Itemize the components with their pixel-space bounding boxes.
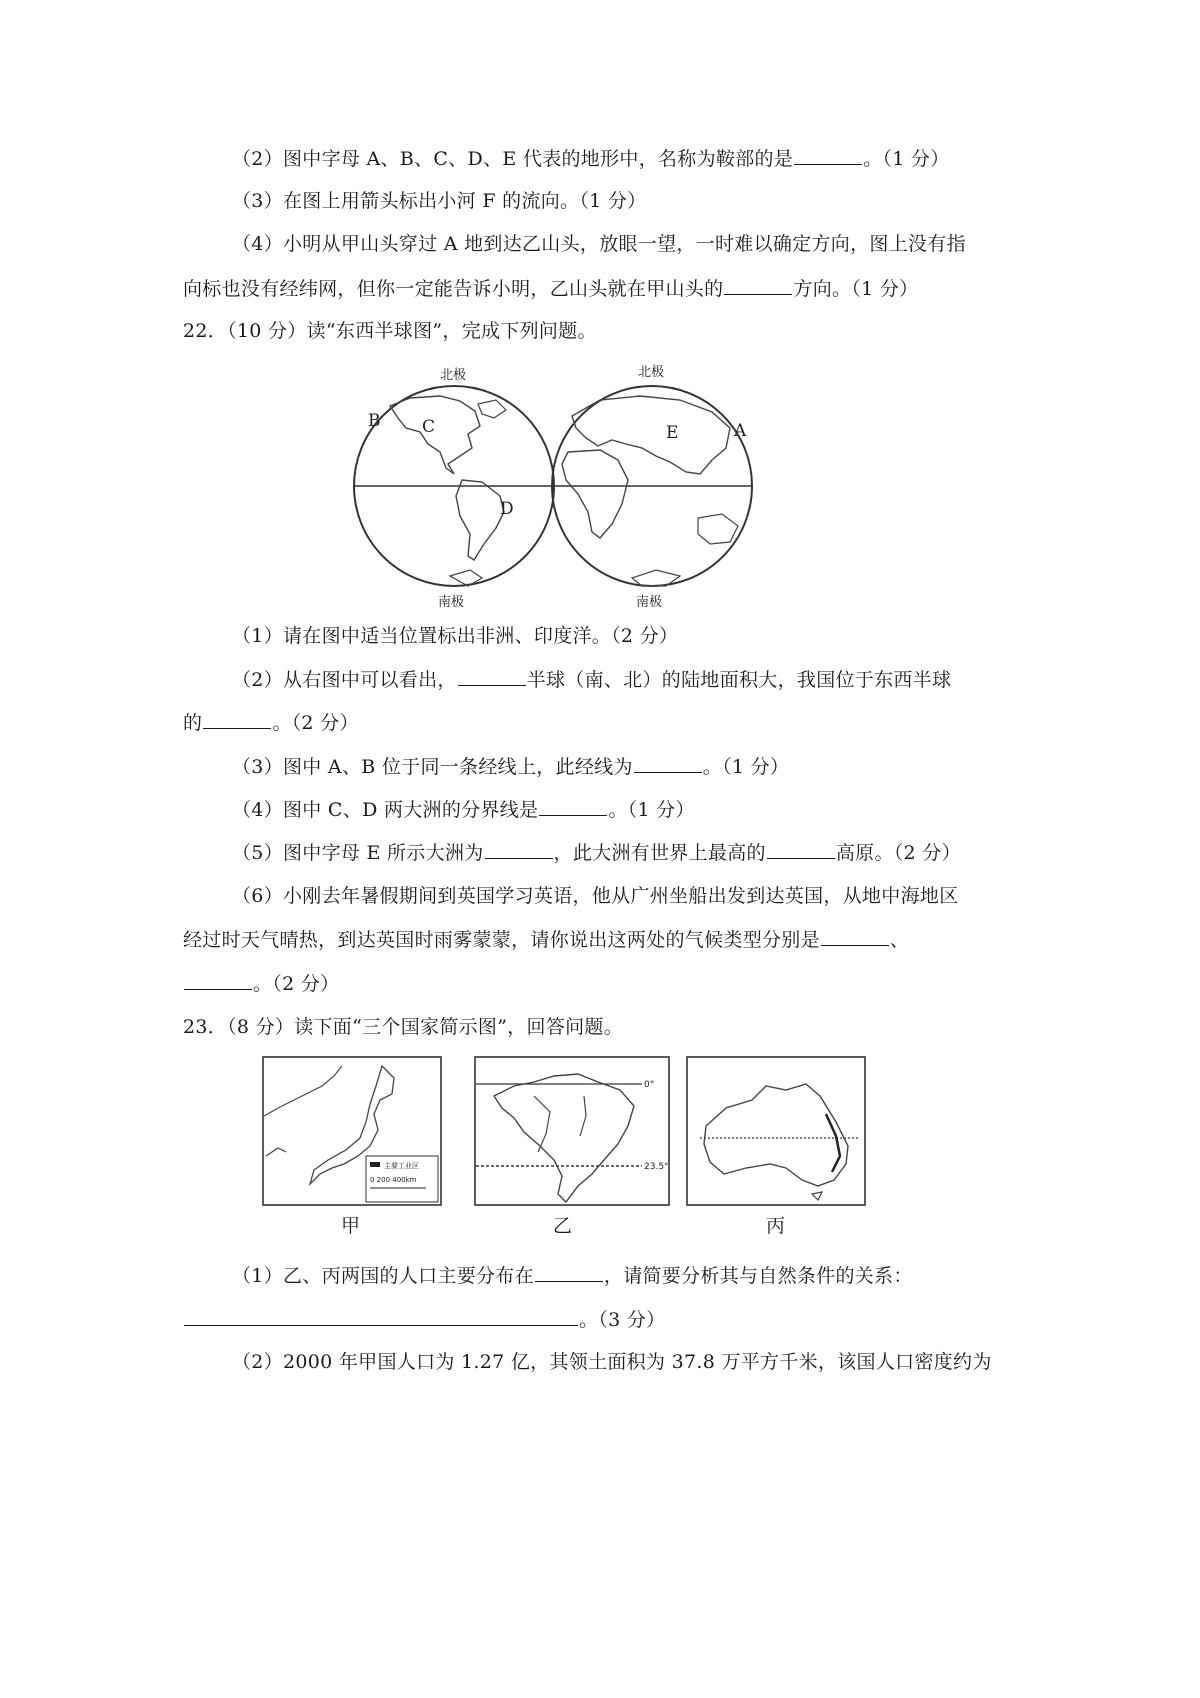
q22-part2-text-c: 的 [183, 712, 203, 734]
africa-outline [562, 450, 628, 538]
map-japan-svg [262, 1056, 442, 1206]
map-brazil-frame [475, 1057, 669, 1205]
map-brazil-svg [474, 1056, 670, 1206]
q21-part3: （3）在图上用箭头标出小河 F 的流向。（1 分） [232, 190, 647, 212]
q22-part2-text-b: 半球（南、北）的陆地面积大，我国位于东西半球 [526, 669, 952, 691]
industrial-zone-swatch [370, 1162, 380, 1167]
q21-part2 [232, 146, 950, 171]
tasmania-outline [812, 1192, 822, 1200]
australia-outline [704, 1084, 848, 1186]
equator-label: 0° [644, 1080, 655, 1090]
eurasia-outline [572, 396, 730, 474]
q22-part4 [232, 797, 695, 822]
q22-part4-text: （4）图中 C、D 两大洲的分界线是 [232, 799, 539, 821]
map-caption-yi: 乙 [553, 1215, 573, 1237]
answer-blank[interactable] [539, 797, 607, 816]
hemispheres-svg [350, 356, 760, 614]
answer-blank[interactable] [794, 146, 862, 165]
greenland-outline [478, 400, 506, 418]
answer-blank[interactable] [634, 754, 702, 773]
map-caption-bing: 丙 [766, 1215, 786, 1237]
mainland-coast [264, 1066, 342, 1116]
answer-blank[interactable] [458, 667, 526, 686]
q23-part1-text: （1）乙、丙两国的人口主要分布在 [232, 1265, 534, 1287]
answer-blank[interactable] [184, 1307, 578, 1326]
korea-coast [266, 1148, 286, 1156]
answer-blank[interactable] [821, 927, 889, 946]
answer-blank[interactable] [203, 710, 271, 729]
q22-title: 22．（10 分）读“东西半球图”，完成下列问题。 [183, 320, 597, 342]
q21-part4-text: 向标也没有经纬网，但你一定能告诉小明，乙山头就在甲山头的 [183, 278, 724, 300]
q22-part6-line2 [183, 927, 909, 952]
map-australia-frame [687, 1057, 865, 1205]
q21-part4-line2 [183, 276, 918, 301]
q22-part5-text: （5）图中字母 E 所示大洲为 [232, 842, 484, 864]
answer-blank[interactable] [184, 971, 252, 990]
map-letter-c: C [422, 417, 436, 437]
q22-part3 [232, 754, 789, 779]
answer-blank[interactable] [485, 840, 553, 859]
q22-part6-score: 。（2 分） [253, 973, 340, 995]
south-america-outline [456, 480, 504, 560]
east-coast-population-belt [826, 1114, 840, 1172]
q21-part4-line1: （4）小明从甲山头穿过 A 地到达乙山头，放眼一望，一时难以确定方向，图上没有指 [232, 233, 966, 255]
q22-part5-score: 高原。（2 分） [835, 842, 961, 864]
map-letter-d: D [500, 499, 514, 519]
q22-part6-text: 经过时天气晴热，到达英国时雨雾蒙蒙，请你说出这两处的气候类型分别是 [183, 929, 820, 951]
brazil-outline [494, 1074, 634, 1202]
map-caption-jia: 甲 [341, 1215, 361, 1237]
q21-part2-score: 。（1 分） [863, 148, 950, 170]
q22-part2-line1 [232, 667, 951, 692]
answer-blank[interactable] [767, 840, 835, 859]
map-japan [262, 1056, 442, 1206]
south-pole-label-left: 南极 [438, 595, 465, 610]
map-australia-svg [686, 1056, 866, 1206]
q22-part3-score: 。（1 分） [702, 756, 790, 778]
q22-part4-score: 。（1 分） [608, 799, 695, 821]
q23-part1-line2 [183, 1307, 665, 1332]
q22-part6-line3 [183, 971, 339, 996]
map-brazil [474, 1056, 670, 1206]
q22-part2-score: 。（2 分） [272, 712, 359, 734]
south-pole-label-right: 南极 [636, 595, 663, 610]
q22-part3-text: （3）图中 A、B 位于同一条经线上，此经线为 [232, 756, 633, 778]
q23-part2-line1: （2）2000 年甲国人口为 1.27 亿，其领土面积为 37.8 万平方千米，该国人口密度约为 [232, 1351, 992, 1373]
map-letter-a: A [734, 421, 747, 441]
q23-part1-text-b: ，请简要分析其与自然条件的关系： [603, 1265, 913, 1287]
map-australia [686, 1056, 866, 1206]
q22-part5 [232, 840, 961, 865]
australia-outline [698, 514, 738, 544]
q23-part1-line1 [232, 1263, 913, 1288]
q22-part2-text: （2）从右图中可以看出， [232, 669, 457, 691]
q22-part2-line2 [183, 710, 359, 735]
q22-part1: （1）请在图中适当位置标出非洲、印度洋。（2 分） [232, 625, 679, 647]
north-pole-label-right: 北极 [638, 365, 665, 380]
north-pole-label-left: 北极 [440, 368, 467, 383]
q21-part2-text: （2）图中字母 A、B、C、D、E 代表的地形中，名称为鞍部的是 [232, 148, 794, 170]
scale-label: 0 200 400km [370, 1176, 417, 1184]
q22-part6-line1: （6）小刚去年暑假期间到英国学习英语，他从广州坐船出发到达英国，从地中海地区 [232, 885, 959, 907]
legend-label: 主要工业区 [384, 1162, 419, 1170]
q23-part1-score: 。（3 分） [579, 1309, 666, 1331]
river-path-2 [580, 1096, 586, 1136]
hemispheres-map [350, 356, 760, 614]
q22-part6-sep: 、 [889, 929, 910, 951]
map-letter-e: E [666, 423, 679, 443]
answer-blank[interactable] [724, 276, 792, 295]
q21-part4-score: 方向。（1 分） [793, 278, 919, 300]
q23-title: 23．（8 分）读下面“三个国家简示图”，回答问题。 [183, 1016, 624, 1038]
q22-part5-text-b: ，此大洲有世界上最高的 [553, 842, 766, 864]
tropic-label: 23.5° [644, 1162, 669, 1172]
map-letter-b: B [368, 411, 381, 431]
answer-blank[interactable] [535, 1263, 603, 1282]
